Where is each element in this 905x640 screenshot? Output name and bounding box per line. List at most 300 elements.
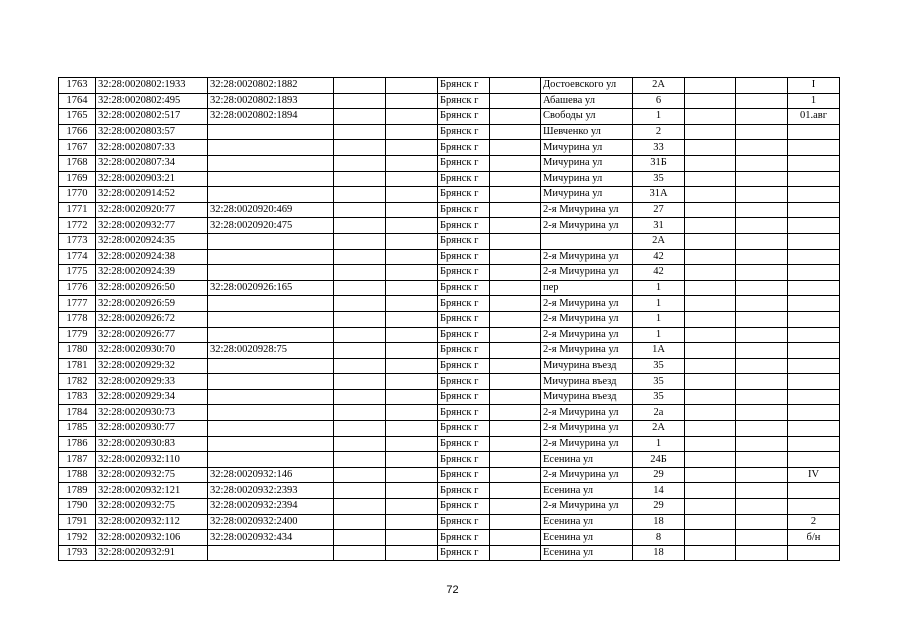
table-cell: 2-я Мичурина ул xyxy=(541,249,633,265)
table-cell: Брянск г xyxy=(438,171,490,187)
table-cell: 32:28:0020802:517 xyxy=(96,109,208,125)
table-cell xyxy=(736,155,788,171)
table-cell xyxy=(788,311,840,327)
table-cell: Мичурина ул xyxy=(541,155,633,171)
table-cell: 2-я Мичурина ул xyxy=(541,296,633,312)
table-cell: 1788 xyxy=(59,467,96,483)
table-cell xyxy=(736,202,788,218)
table-cell: 1787 xyxy=(59,452,96,468)
table-cell xyxy=(490,249,541,265)
table-cell: Брянск г xyxy=(438,78,490,94)
table-row xyxy=(59,109,840,125)
table-cell xyxy=(386,452,438,468)
table-cell xyxy=(788,436,840,452)
table-cell xyxy=(386,358,438,374)
table-cell xyxy=(208,358,334,374)
table-cell xyxy=(334,202,386,218)
table-cell: 32:28:0020932:2394 xyxy=(208,499,334,515)
table-cell xyxy=(208,249,334,265)
table-cell xyxy=(208,452,334,468)
table-cell xyxy=(685,296,736,312)
table-cell xyxy=(788,124,840,140)
table-cell xyxy=(386,109,438,125)
table-cell: Мичурина въезд xyxy=(541,358,633,374)
table-cell: 1791 xyxy=(59,514,96,530)
table-cell xyxy=(334,545,386,561)
table-cell xyxy=(386,499,438,515)
table-cell xyxy=(334,343,386,359)
table-cell: Брянск г xyxy=(438,233,490,249)
table-cell: Достоевского ул xyxy=(541,78,633,94)
table-cell xyxy=(334,296,386,312)
table-cell xyxy=(334,483,386,499)
table-row xyxy=(59,436,840,452)
table-cell xyxy=(788,545,840,561)
table-cell: пер xyxy=(541,280,633,296)
table-cell: 01.авг xyxy=(788,109,840,125)
table-cell xyxy=(208,311,334,327)
table-cell xyxy=(490,405,541,421)
table-cell xyxy=(788,218,840,234)
table-cell: 32:28:0020929:34 xyxy=(96,389,208,405)
table-cell xyxy=(386,421,438,437)
table-cell xyxy=(736,436,788,452)
table-cell xyxy=(788,249,840,265)
table-row xyxy=(59,343,840,359)
table-cell: Есенина ул xyxy=(541,514,633,530)
table-cell xyxy=(788,233,840,249)
table-cell xyxy=(736,311,788,327)
table-cell xyxy=(685,140,736,156)
table-cell: 1778 xyxy=(59,311,96,327)
table-cell xyxy=(334,93,386,109)
register-table xyxy=(58,77,840,561)
table-cell: 31А xyxy=(633,187,685,203)
table-cell xyxy=(386,483,438,499)
table-cell xyxy=(490,296,541,312)
table-cell xyxy=(736,327,788,343)
table-cell: 1783 xyxy=(59,389,96,405)
table-cell: 1 xyxy=(633,311,685,327)
table-cell: 32:28:0020807:34 xyxy=(96,155,208,171)
table-cell xyxy=(334,140,386,156)
table-cell: 1793 xyxy=(59,545,96,561)
table-cell xyxy=(334,389,386,405)
table-cell: Брянск г xyxy=(438,499,490,515)
table-cell: 32:28:0020930:70 xyxy=(96,343,208,359)
table-cell xyxy=(334,499,386,515)
table-cell xyxy=(208,374,334,390)
table-cell: Брянск г xyxy=(438,296,490,312)
table-cell: 2-я Мичурина ул xyxy=(541,343,633,359)
table-row xyxy=(59,155,840,171)
table-cell: 2-я Мичурина ул xyxy=(541,327,633,343)
table-cell xyxy=(386,233,438,249)
table-cell xyxy=(736,109,788,125)
table-cell xyxy=(736,499,788,515)
table-cell: 32:28:0020802:1893 xyxy=(208,93,334,109)
table-cell xyxy=(386,280,438,296)
table-cell xyxy=(685,233,736,249)
table-cell: 42 xyxy=(633,265,685,281)
table-cell: 32:28:0020929:32 xyxy=(96,358,208,374)
table-cell: 32:28:0020932:106 xyxy=(96,530,208,546)
table-cell xyxy=(334,421,386,437)
table-cell xyxy=(334,514,386,530)
table-cell: 32:28:0020928:75 xyxy=(208,343,334,359)
table-cell xyxy=(334,233,386,249)
table-cell: 1А xyxy=(633,343,685,359)
table-cell: 2 xyxy=(633,124,685,140)
table-cell xyxy=(208,187,334,203)
table-cell xyxy=(386,405,438,421)
table-cell xyxy=(736,187,788,203)
table-cell: 2-я Мичурина ул xyxy=(541,467,633,483)
table-row xyxy=(59,499,840,515)
table-cell xyxy=(736,405,788,421)
table-cell xyxy=(788,296,840,312)
table-cell: 35 xyxy=(633,389,685,405)
table-cell xyxy=(490,421,541,437)
table-row xyxy=(59,530,840,546)
table-cell: Брянск г xyxy=(438,545,490,561)
table-cell xyxy=(208,389,334,405)
table-cell: 1789 xyxy=(59,483,96,499)
table-cell xyxy=(208,405,334,421)
table-cell: 1768 xyxy=(59,155,96,171)
table-cell xyxy=(788,358,840,374)
table-cell xyxy=(788,265,840,281)
table-cell xyxy=(386,436,438,452)
table-cell xyxy=(736,296,788,312)
table-cell: 31Б xyxy=(633,155,685,171)
table-cell xyxy=(685,343,736,359)
table-cell: 32:28:0020932:121 xyxy=(96,483,208,499)
table-row xyxy=(59,514,840,530)
table-cell xyxy=(490,218,541,234)
table-cell: 1774 xyxy=(59,249,96,265)
table-cell: Брянск г xyxy=(438,202,490,218)
table-cell xyxy=(490,389,541,405)
table-cell xyxy=(490,436,541,452)
table-cell: 1790 xyxy=(59,499,96,515)
table-cell: 32:28:0020803:57 xyxy=(96,124,208,140)
table-cell xyxy=(788,327,840,343)
table-row xyxy=(59,296,840,312)
table-cell xyxy=(490,327,541,343)
table-cell: 2-я Мичурина ул xyxy=(541,421,633,437)
table-cell xyxy=(788,202,840,218)
table-cell xyxy=(490,545,541,561)
table-cell: 32:28:0020930:73 xyxy=(96,405,208,421)
table-cell xyxy=(334,436,386,452)
table-cell: 1772 xyxy=(59,218,96,234)
table-cell: 32:28:0020929:33 xyxy=(96,374,208,390)
table-cell xyxy=(386,343,438,359)
table-cell: Мичурина въезд xyxy=(541,389,633,405)
table-cell: 32:28:0020932:91 xyxy=(96,545,208,561)
table-row xyxy=(59,545,840,561)
table-cell: Мичурина въезд xyxy=(541,374,633,390)
table-cell xyxy=(490,155,541,171)
table-cell: Брянск г xyxy=(438,467,490,483)
table-cell xyxy=(788,421,840,437)
table-cell xyxy=(490,280,541,296)
table-row xyxy=(59,187,840,203)
table-cell: 35 xyxy=(633,374,685,390)
table-cell: 32:28:0020932:110 xyxy=(96,452,208,468)
table-cell xyxy=(386,265,438,281)
table-cell xyxy=(334,280,386,296)
table-cell xyxy=(736,452,788,468)
table-cell: Брянск г xyxy=(438,421,490,437)
table-cell: 18 xyxy=(633,545,685,561)
table-cell xyxy=(490,124,541,140)
table-cell xyxy=(736,530,788,546)
table-cell xyxy=(334,358,386,374)
table-cell: 1767 xyxy=(59,140,96,156)
table-cell xyxy=(736,343,788,359)
table-cell: 32:28:0020932:112 xyxy=(96,514,208,530)
table-cell xyxy=(685,452,736,468)
table-cell xyxy=(208,155,334,171)
table-cell: 32:28:0020932:77 xyxy=(96,218,208,234)
table-cell xyxy=(736,93,788,109)
table-cell: Брянск г xyxy=(438,218,490,234)
table-cell xyxy=(334,78,386,94)
table-cell xyxy=(788,187,840,203)
table-cell xyxy=(490,109,541,125)
table-cell xyxy=(788,343,840,359)
table-cell xyxy=(490,514,541,530)
table-cell xyxy=(685,405,736,421)
table-cell xyxy=(788,171,840,187)
table-cell: Шевченко ул xyxy=(541,124,633,140)
table-cell: Брянск г xyxy=(438,483,490,499)
table-cell: Брянск г xyxy=(438,280,490,296)
table-cell xyxy=(736,124,788,140)
table-cell xyxy=(736,171,788,187)
table-row xyxy=(59,218,840,234)
table-cell: Брянск г xyxy=(438,530,490,546)
table-cell xyxy=(208,421,334,437)
table-cell xyxy=(490,140,541,156)
table-cell: 1785 xyxy=(59,421,96,437)
table-cell xyxy=(490,483,541,499)
table-cell xyxy=(685,187,736,203)
table-cell: 32:28:0020926:59 xyxy=(96,296,208,312)
table-cell: Брянск г xyxy=(438,155,490,171)
table-cell xyxy=(334,374,386,390)
table-cell: I xyxy=(788,78,840,94)
table-cell xyxy=(736,265,788,281)
table-cell xyxy=(490,499,541,515)
table-cell: 2 xyxy=(788,514,840,530)
table-row xyxy=(59,140,840,156)
table-cell: Есенина ул xyxy=(541,483,633,499)
table-cell: 33 xyxy=(633,140,685,156)
table-cell xyxy=(685,109,736,125)
table-cell xyxy=(685,545,736,561)
table-cell xyxy=(208,545,334,561)
table-cell: 18 xyxy=(633,514,685,530)
table-cell xyxy=(334,405,386,421)
table-cell: 6 xyxy=(633,93,685,109)
table-cell xyxy=(386,78,438,94)
table-cell xyxy=(736,389,788,405)
table-cell: 32:28:0020926:77 xyxy=(96,327,208,343)
table-cell: 32:28:0020932:2400 xyxy=(208,514,334,530)
table-cell xyxy=(685,358,736,374)
table-cell: 27 xyxy=(633,202,685,218)
table-cell xyxy=(334,467,386,483)
table-cell xyxy=(685,218,736,234)
table-cell: Есенина ул xyxy=(541,530,633,546)
table-cell: 1766 xyxy=(59,124,96,140)
table-cell: Брянск г xyxy=(438,187,490,203)
table-cell xyxy=(386,140,438,156)
table-cell: Брянск г xyxy=(438,405,490,421)
table-cell: 1770 xyxy=(59,187,96,203)
table-cell xyxy=(736,545,788,561)
table-row xyxy=(59,374,840,390)
table-cell xyxy=(788,452,840,468)
table-cell xyxy=(685,78,736,94)
table-cell: 32:28:0020903:21 xyxy=(96,171,208,187)
table-cell: 1780 xyxy=(59,343,96,359)
table-row xyxy=(59,233,840,249)
table-cell: 31 xyxy=(633,218,685,234)
table-cell: Брянск г xyxy=(438,327,490,343)
table-cell xyxy=(208,265,334,281)
table-cell xyxy=(685,467,736,483)
table-cell xyxy=(685,483,736,499)
table-cell xyxy=(490,187,541,203)
table-cell xyxy=(386,155,438,171)
table-cell xyxy=(386,187,438,203)
table-cell: 42 xyxy=(633,249,685,265)
table-cell xyxy=(736,233,788,249)
table-cell: Брянск г xyxy=(438,514,490,530)
table-cell xyxy=(490,233,541,249)
table-row xyxy=(59,421,840,437)
table-row xyxy=(59,93,840,109)
table-cell: 32:28:0020920:77 xyxy=(96,202,208,218)
table-cell: Есенина ул xyxy=(541,452,633,468)
table-cell: 2-я Мичурина ул xyxy=(541,405,633,421)
table-cell xyxy=(788,374,840,390)
table-cell: 1782 xyxy=(59,374,96,390)
table-cell: 32:28:0020932:75 xyxy=(96,499,208,515)
table-cell: 1771 xyxy=(59,202,96,218)
table-cell: б/н xyxy=(788,530,840,546)
table-cell: 1 xyxy=(788,93,840,109)
table-cell: 1779 xyxy=(59,327,96,343)
table-cell: 2-я Мичурина ул xyxy=(541,265,633,281)
table-cell xyxy=(334,311,386,327)
table-cell xyxy=(788,280,840,296)
table-cell xyxy=(386,202,438,218)
table-cell: 1 xyxy=(633,327,685,343)
table-cell: Брянск г xyxy=(438,452,490,468)
table-cell: 32:28:0020802:1894 xyxy=(208,109,334,125)
table-cell xyxy=(788,140,840,156)
table-cell: Брянск г xyxy=(438,343,490,359)
table-cell xyxy=(334,124,386,140)
table-cell xyxy=(490,78,541,94)
table-cell xyxy=(208,327,334,343)
table-row xyxy=(59,78,840,94)
table-cell xyxy=(386,296,438,312)
table-cell xyxy=(490,452,541,468)
table-cell: 1769 xyxy=(59,171,96,187)
table-cell: 29 xyxy=(633,467,685,483)
table-cell: Мичурина ул xyxy=(541,171,633,187)
table-cell: IV xyxy=(788,467,840,483)
table-cell xyxy=(685,327,736,343)
table-cell: Абашева ул xyxy=(541,93,633,109)
table-cell xyxy=(208,171,334,187)
table-cell: 32:28:0020930:77 xyxy=(96,421,208,437)
table-cell: 1777 xyxy=(59,296,96,312)
table-row xyxy=(59,483,840,499)
table-cell: 32:28:0020914:52 xyxy=(96,187,208,203)
table-cell xyxy=(386,467,438,483)
table-cell: 1765 xyxy=(59,109,96,125)
table-cell xyxy=(386,389,438,405)
table-cell xyxy=(685,155,736,171)
table-row xyxy=(59,202,840,218)
table-cell: 1792 xyxy=(59,530,96,546)
table-cell: 32:28:0020932:2393 xyxy=(208,483,334,499)
table-cell xyxy=(386,514,438,530)
table-cell xyxy=(685,530,736,546)
table-cell xyxy=(386,171,438,187)
table-cell xyxy=(490,467,541,483)
table-cell xyxy=(736,483,788,499)
table-cell xyxy=(736,421,788,437)
table-row xyxy=(59,311,840,327)
table-cell: 32:28:0020932:75 xyxy=(96,467,208,483)
table-cell: 32:28:0020802:1882 xyxy=(208,78,334,94)
table-row xyxy=(59,452,840,468)
table-cell xyxy=(736,467,788,483)
table-cell: Мичурина ул xyxy=(541,187,633,203)
table-cell: 14 xyxy=(633,483,685,499)
table-cell: 2-я Мичурина ул xyxy=(541,311,633,327)
register-table-body xyxy=(59,78,840,561)
table-cell xyxy=(334,218,386,234)
table-cell xyxy=(685,421,736,437)
page-number: 72 xyxy=(446,584,459,596)
table-cell: 1763 xyxy=(59,78,96,94)
table-cell: 1 xyxy=(633,296,685,312)
table-cell xyxy=(386,545,438,561)
table-cell: 35 xyxy=(633,171,685,187)
table-cell xyxy=(490,530,541,546)
table-cell: 24Б xyxy=(633,452,685,468)
table-cell: Брянск г xyxy=(438,265,490,281)
table-row xyxy=(59,327,840,343)
table-cell xyxy=(334,530,386,546)
table-cell xyxy=(736,218,788,234)
table-cell xyxy=(386,93,438,109)
table-cell xyxy=(788,405,840,421)
table-cell xyxy=(334,265,386,281)
table-cell xyxy=(788,389,840,405)
table-cell xyxy=(685,93,736,109)
table-cell: 1776 xyxy=(59,280,96,296)
